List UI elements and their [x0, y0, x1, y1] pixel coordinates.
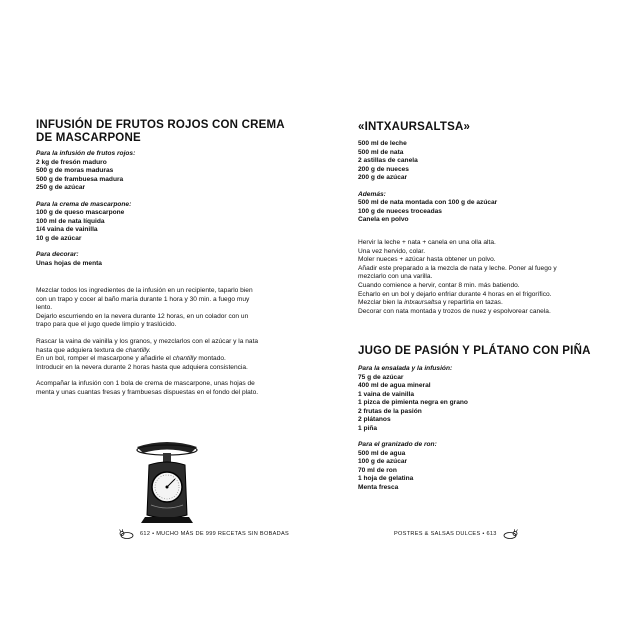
footer-text: 612 • MUCHO MÁS DE 999 RECETAS SIN BOBADAS	[140, 531, 290, 537]
section-label: Además:	[358, 190, 386, 198]
text-span: Mezclar bien la	[358, 299, 405, 307]
rabbit-icon	[501, 529, 519, 539]
footer-right	[394, 529, 519, 539]
title-line: INFUSIÓN DE FRUTOS ROJOS CON CREMA	[36, 119, 285, 131]
instruction-line	[36, 355, 296, 364]
text-span: En un bol, romper el mascarpone y añadirle el	[36, 355, 173, 363]
ingredient: 500 ml de nata	[358, 148, 404, 156]
text-span: y repartirla en tazas.	[441, 299, 503, 307]
ingredients-intxaursaltsa	[358, 140, 618, 225]
ingredient: 500 g de moras maduras	[36, 167, 114, 174]
ingredient: 75 g de azúcar	[358, 373, 404, 381]
ingredient: 1 pizca de pimienta negra en grano	[358, 399, 468, 406]
instruction-line: Hervir la leche + nata + canela en una olla alta.	[358, 239, 496, 246]
instruction-line: menta y unas cuantas fresas y frambuesas dispuestas en el fondo del plato.	[36, 388, 259, 396]
ingredient: Canela en polvo	[358, 216, 409, 223]
ingredient: 200 g de nueces	[358, 165, 409, 173]
instruction-line: trapo para que el jugo quede limpio y traslúcido.	[36, 321, 177, 329]
ingredient: 200 g de azúcar	[358, 174, 408, 181]
italic-span: chantilly.	[125, 346, 151, 354]
ingredient: 1 piña	[358, 424, 378, 432]
ingredient: 2 plátanos	[358, 416, 391, 423]
recipe-title-infusion	[36, 119, 286, 145]
right-page	[320, 0, 640, 640]
instruction-line	[36, 347, 296, 356]
ingredient: 100 g de azúcar	[358, 458, 408, 465]
instruction-line: Mezclar todos los ingredientes de la infusión en un recipiente, taparlo bien	[36, 287, 253, 294]
title-line: DE MASCARPONE	[36, 132, 141, 144]
ingredient: Unas hojas de menta	[36, 259, 102, 267]
ingredient: 1 vaina de vainilla	[358, 390, 415, 398]
section-label: Para la ensalada y la infusión:	[358, 365, 453, 372]
ingredients-infusion	[36, 150, 286, 268]
ingredient: 250 g de azúcar	[36, 184, 86, 191]
instruction-line: Acompañar la infusión con 1 bola de crema de mascarpone, unas hojas de	[36, 380, 255, 388]
instruction-line: Rascar la vaina de vainilla y los granos, y mezclarlos con el azúcar y la nata	[36, 337, 259, 345]
ingredient: 500 g de frambuesa madura	[36, 175, 124, 183]
instruction-line: lento.	[36, 304, 53, 312]
ingredient: 2 kg de fresón maduro	[36, 158, 107, 166]
recipe-title-jugo	[358, 345, 628, 358]
instruction-line: Introducir en la nevera durante 2 horas hasta que adquiera consistencia.	[36, 363, 248, 371]
section-label: Para decorar:	[36, 251, 79, 258]
text-span: montado.	[196, 355, 226, 363]
instruction-line: Echarlo en un bol y dejarlo enfriar durante 4 horas en el frigorífico.	[358, 290, 552, 298]
instruction-line: Moler nueces + azúcar hasta obtener un polvo.	[358, 256, 496, 264]
instructions-infusion	[36, 287, 296, 398]
instruction-line: mezclarlo con una varilla.	[358, 273, 433, 281]
ingredient: 2 astillas de canela	[358, 157, 418, 164]
ingredient: 2 frutas de la pasión	[358, 407, 422, 415]
ingredient: Menta fresca	[358, 483, 399, 491]
ingredient: 1 hoja de gelatina	[358, 475, 414, 482]
instruction-line: Dejarlo escurriendo en la nevera durante 12 horas, en un colador con un	[36, 312, 249, 320]
kitchen-scale-icon	[131, 433, 203, 525]
ingredient: 1/4 vaina de vainilla	[36, 226, 98, 233]
instruction-line: Una vez hervido, colar.	[358, 247, 426, 255]
section-label: Para la infusión de frutos rojos:	[36, 150, 136, 157]
ingredient: 100 g de nueces troceadas	[358, 207, 442, 215]
ingredient: 100 g de queso mascarpone	[36, 209, 125, 216]
section-label: Para el granizado de ron:	[358, 441, 437, 448]
instructions-intxaursaltsa	[358, 239, 628, 316]
title-line: «INTXAURSALTSA»	[358, 121, 471, 133]
ingredients-jugo	[358, 365, 618, 492]
footer-left	[118, 529, 289, 539]
ingredient: 500 ml de agua	[358, 449, 406, 457]
footer-text: POSTRES & SALSAS DULCES • 613	[394, 531, 497, 537]
ingredient: 100 ml de nata líquida	[36, 217, 105, 225]
instruction-line: Cuando comience a hervir, contar 8 min. más batiendo.	[358, 281, 520, 289]
italic-span: chantilly	[172, 355, 197, 363]
section-label: Para la crema de mascarpone:	[36, 200, 132, 208]
italic-span: intxaursaltsa	[404, 299, 442, 307]
instruction-line	[358, 299, 628, 308]
instruction-line: Añadir este preparado a la mezcla de nata y leche. Poner al fuego y	[358, 264, 557, 272]
ingredient: 10 g de azúcar	[36, 234, 82, 242]
rabbit-icon	[118, 529, 136, 539]
instruction-line: con un trapo y cocer al baño maría durante 1 hora y 30 min. a fuego muy	[36, 295, 250, 303]
text-span: hasta que adquiera textura de	[36, 346, 126, 354]
recipe-title-intxaursaltsa	[358, 121, 618, 134]
title-line: JUGO DE PASIÓN Y PLÁTANO CON PIÑA	[358, 345, 591, 357]
ingredient: 500 ml de leche	[358, 140, 407, 147]
ingredient: 70 ml de ron	[358, 466, 397, 474]
instruction-line: Decorar con nata montada y trozos de nuez y espolvorear canela.	[358, 307, 551, 315]
ingredient: 400 ml de agua mineral	[358, 382, 431, 389]
ingredient: 500 ml de nata montada con 100 g de azúcar	[358, 199, 498, 206]
